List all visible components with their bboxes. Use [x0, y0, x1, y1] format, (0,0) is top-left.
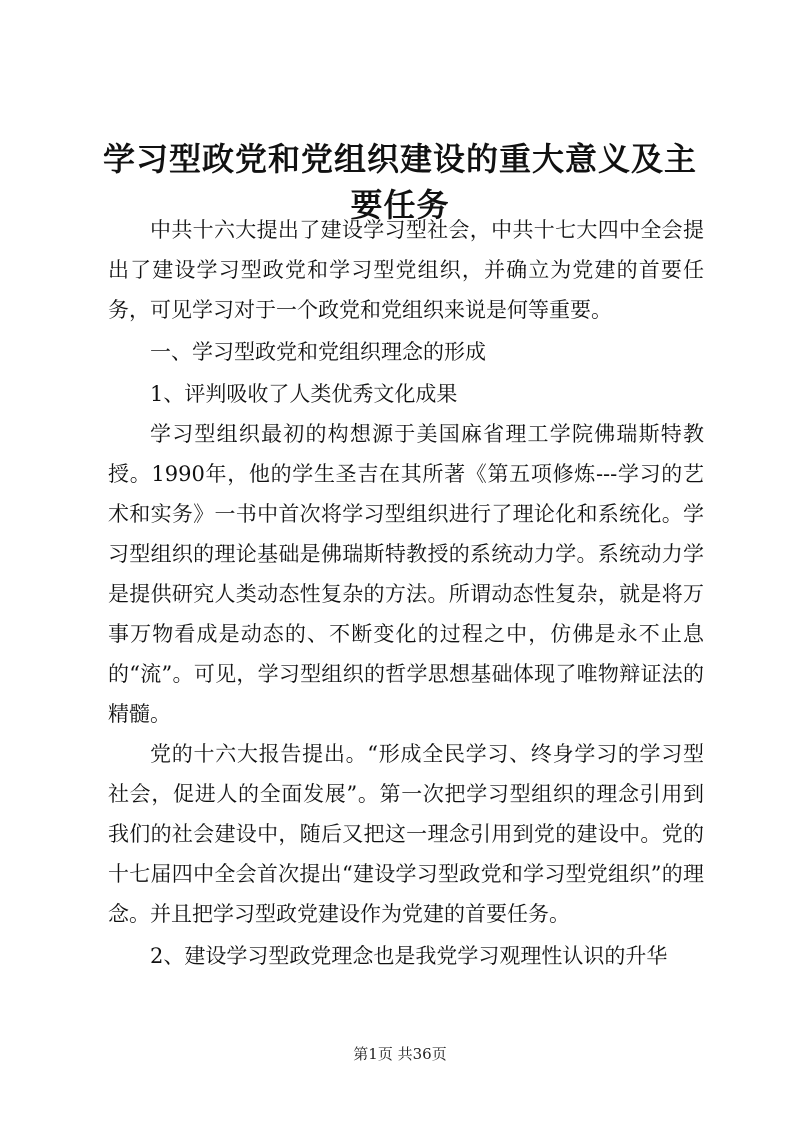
section-heading-1: 一、学习型政党和党组织理念的形成	[150, 340, 486, 364]
subsection-heading-1: 1、评判吸收了人类优秀文化成果	[150, 382, 458, 406]
document-title: 学习型政党和党组织建设的重大意义及主要任务	[102, 140, 697, 224]
paragraph-party-report: 党的十六大报告提出。“形成全民学习、终身学习的学习型社会，促进人的全面发展”。第一次把学习型组织的理念引用到我们的社会建设中，随后又把这一理念引用到党的建设中。党的十七届四中全会首次提出“建设学习型政党和学习型党组织”的理念。并且把学习型政党建设作为党建的首要任务。	[108, 742, 704, 926]
paragraph-intro: 中共十六大提出了建设学习型社会，中共十七大四中全会提出了建设学习型政党和学习型党组织，并确立为党建的首要任务，可见学习对于一个政党和党组织来说是何等重要。	[108, 218, 704, 322]
document-body	[108, 210, 704, 976]
subsection-heading-2: 2、建设学习型政党理念也是我党学习观理性认识的升华	[150, 944, 668, 968]
page-number-footer: 第1页 共36页	[353, 1045, 447, 1063]
paragraph-learning-organization: 学习型组织最初的构想源于美国麻省理工学院佛瑞斯特教授。1990年，他的学生圣吉在其所著《第五项修炼---学习的艺术和实务》一书中首次将学习型组织进行了理论化和系统化。学习型组织的理论基础是佛瑞斯特教授的系统动力学。系统动力学是提供研究人类动态性复杂的方法。所谓动态性复杂，就是将万事万物看成是动态的、不断变化的过程之中，仿佛是永不止息的“流”。可见，学习型组织的哲学思想基础体现了唯物辩证法的精髓。	[108, 422, 704, 726]
